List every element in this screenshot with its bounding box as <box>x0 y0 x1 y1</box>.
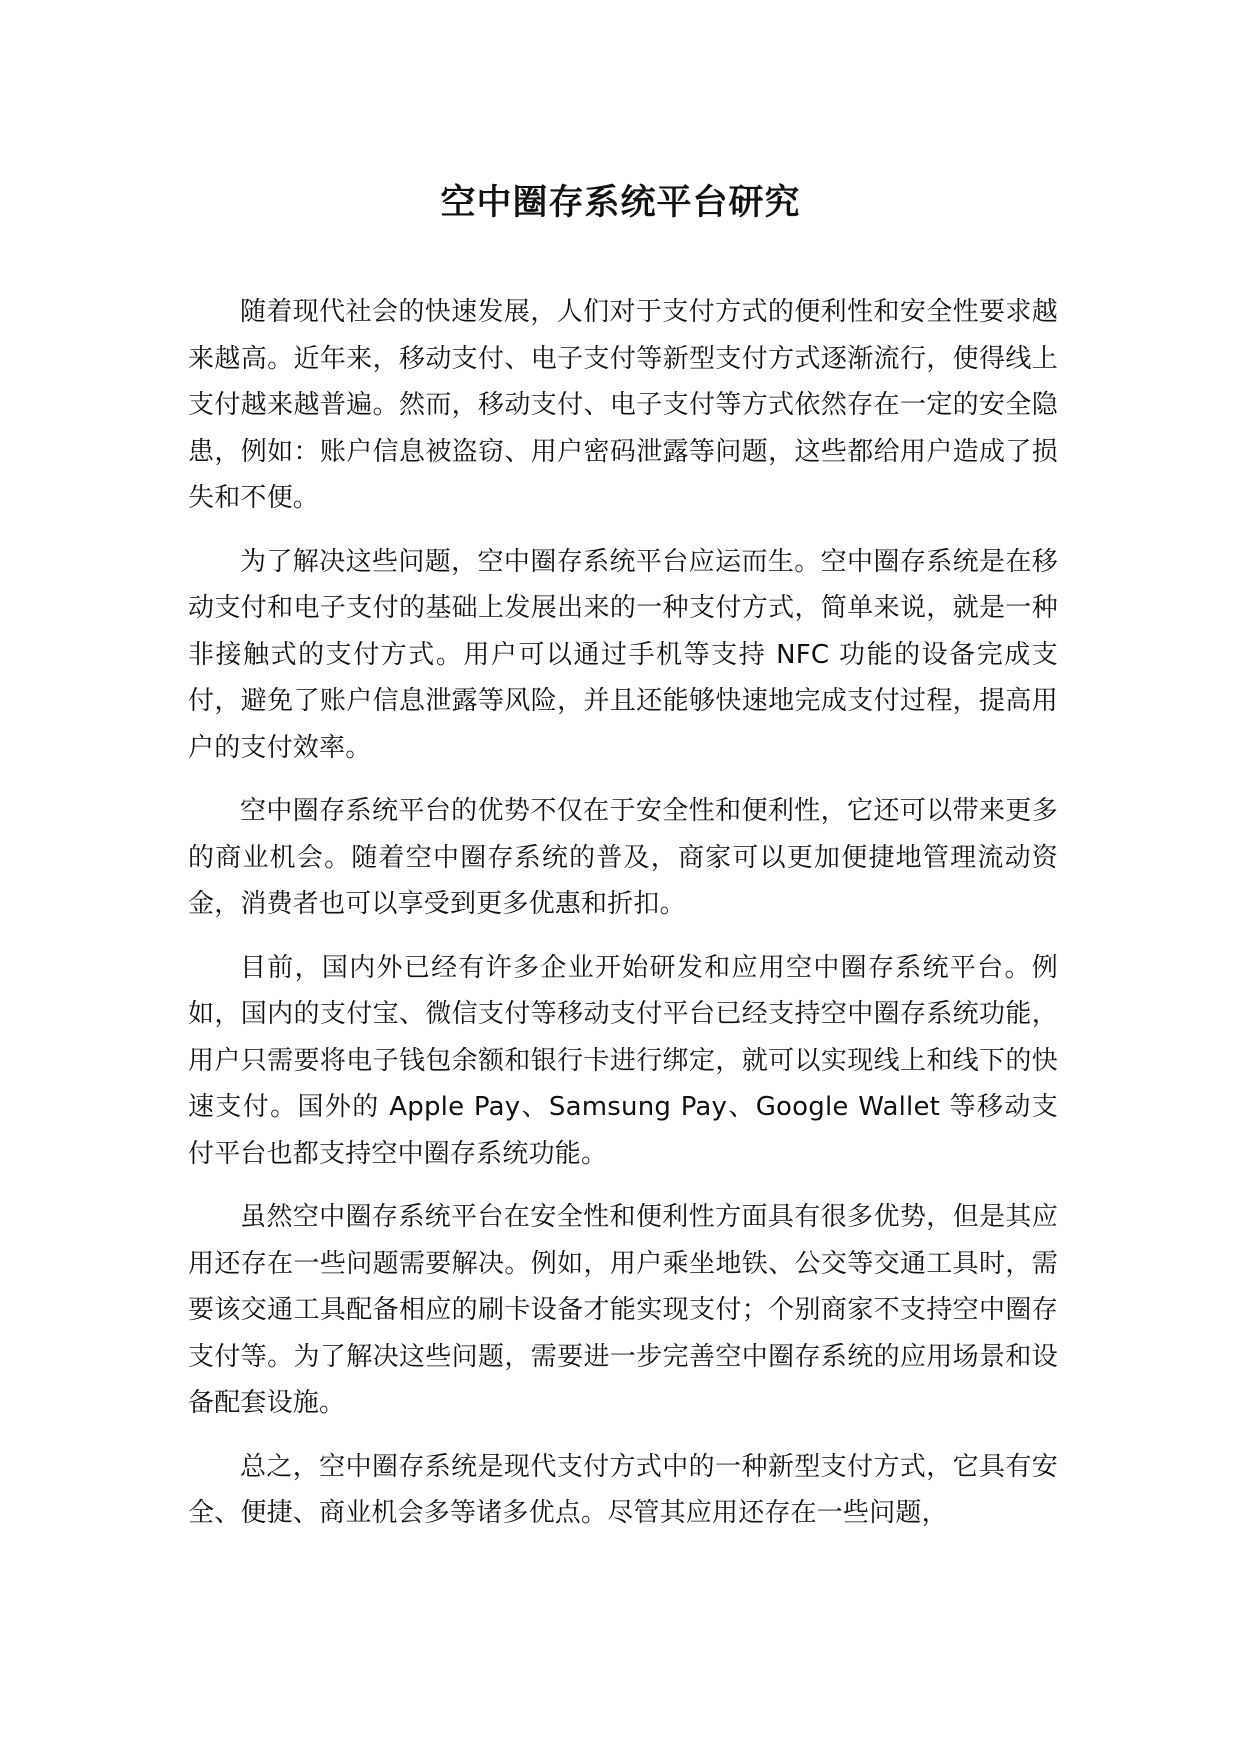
paragraph-5: 虽然空中圈存系统平台在安全性和便利性方面具有很多优势，但是其应用还存在一些问题需要解决。例如，用户乘坐地铁、公交等交通工具时，需要该交通工具配备相应的刷卡设备才能实现支付；个别商家不支持空中圈存支付等。为了解决这些问题，需要进一步完善空中圈存系统的应用场景和设备配套设施。 <box>188 1202 1058 1418</box>
document-title: 空中圈存系统平台研究 <box>440 183 801 223</box>
paragraph-4: 目前，国内外已经有许多企业开始研发和应用空中圈存系统平台。例如，国内的支付宝、微信支付等移动支付平台已经支持空中圈存系统功能，用户只需要将电子钱包余额和银行卡进行绑定，就可以实现线上和线下的快速支付。国外的 Apple Pay、Samsung Pay、Google Wallet 等移动支付平台也都支持空中圈存系统功能。 <box>188 952 1058 1169</box>
document-body <box>188 289 1058 1554</box>
paragraph-1: 随着现代社会的快速发展，人们对于支付方式的便利性和安全性要求越来越高。近年来，移动支付、电子支付等新型支付方式逐渐流行，使得线上支付越来越普遍。然而，移动支付、电子支付等方式依然存在一定的安全隐患，例如：账户信息被盗窃、用户密码泄露等问题，这些都给用户造成了损失和不便。 <box>188 297 1058 513</box>
paragraph-6: 总之，空中圈存系统是现代支付方式中的一种新型支付方式，它具有安全、便捷、商业机会多等诸多优点。尽管其应用还存在一些问题， <box>188 1451 1058 1528</box>
paragraph-2: 为了解决这些问题，空中圈存系统平台应运而生。空中圈存系统是在移动支付和电子支付的基础上发展出来的一种支付方式，简单来说，就是一种非接触式的支付方式。用户可以通过手机等支持 NFC 功能的设备完成支付，避免了账户信息泄露等风险，并且还能够快速地完成支付过程，提高用户的支付效率。 <box>188 546 1058 763</box>
paragraph-3: 空中圈存系统平台的优势不仅在于安全性和便利性，它还可以带来更多的商业机会。随着空中圈存系统的普及，商家可以更加便捷地管理流动资金，消费者也可以享受到更多优惠和折扣。 <box>188 796 1058 919</box>
